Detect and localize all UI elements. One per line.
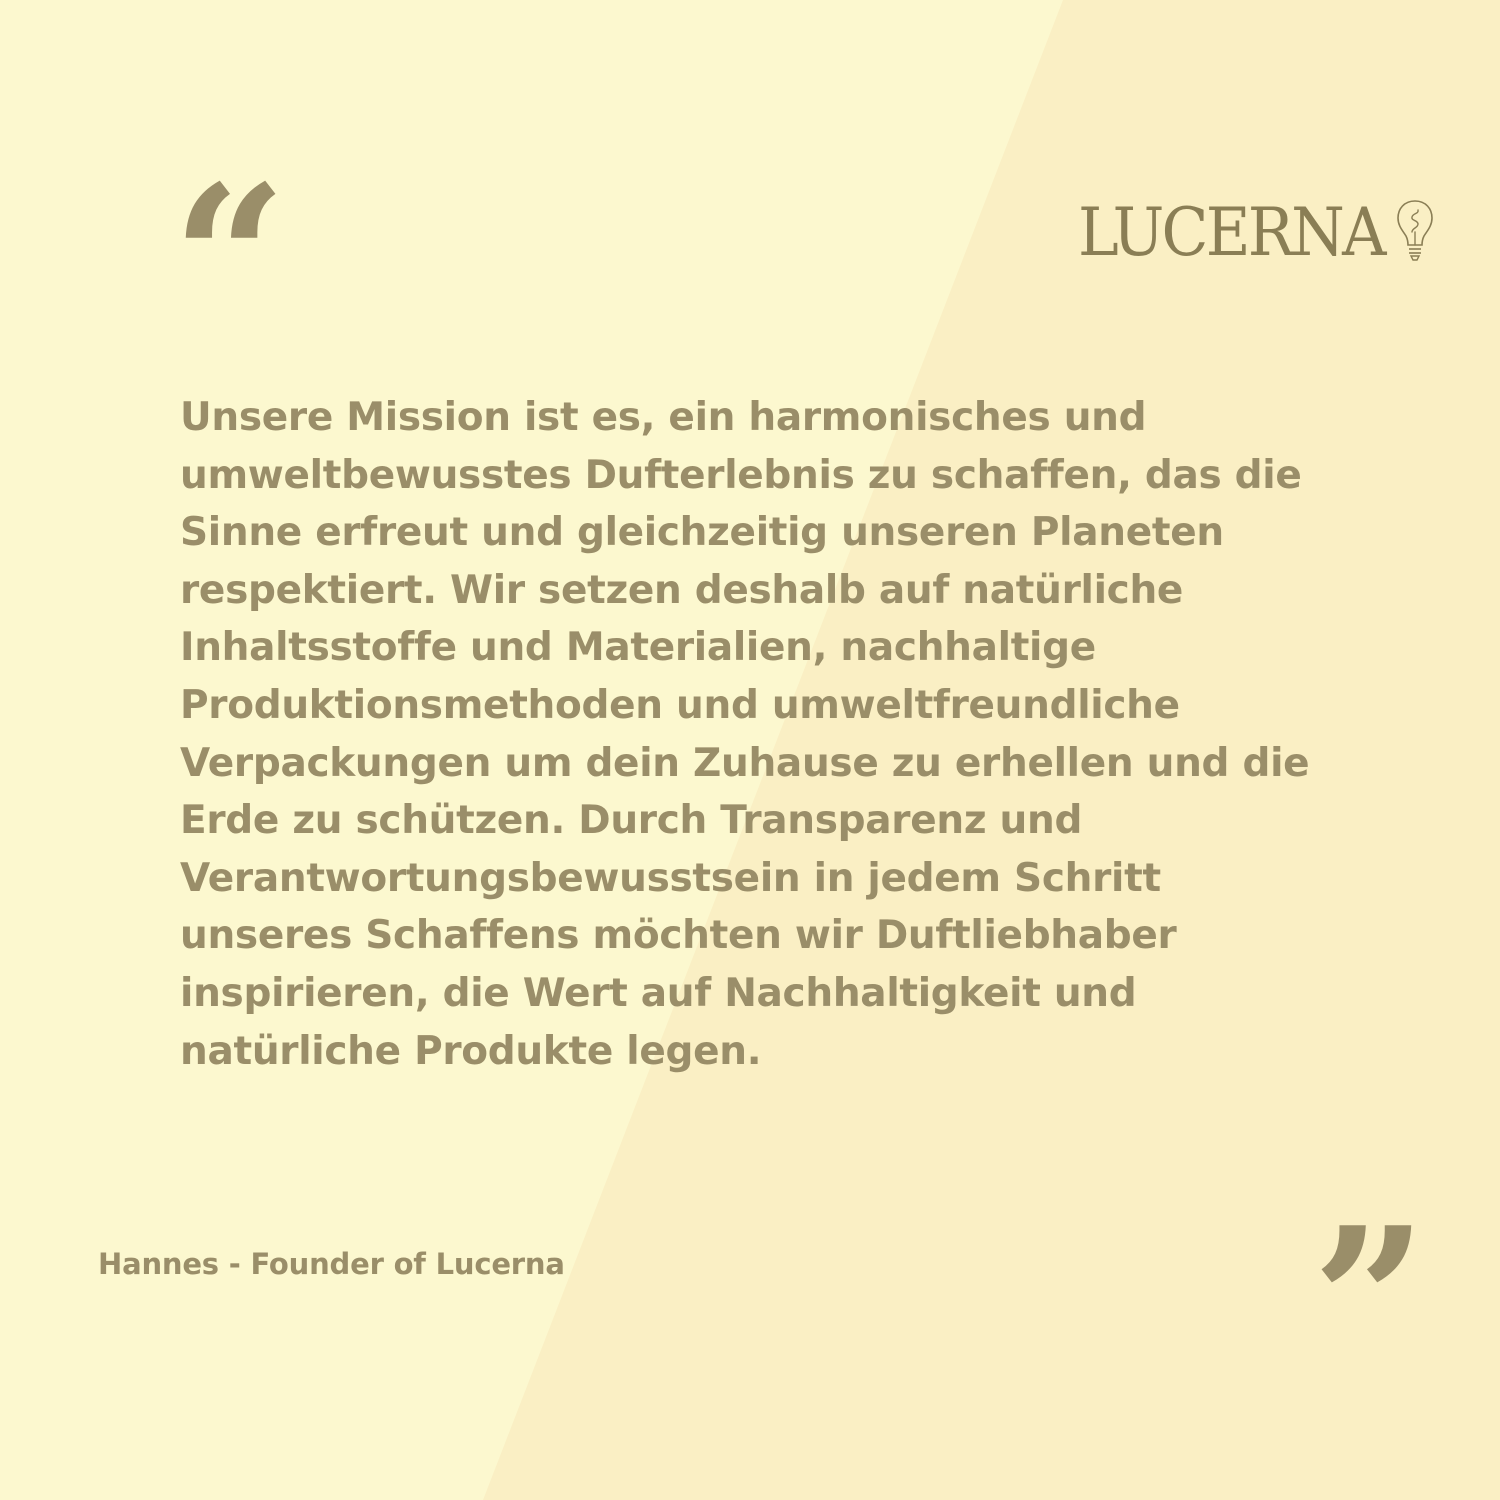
quote-author: Hannes - Founder of Lucerna: [98, 1247, 565, 1281]
lightbulb-icon: [1395, 198, 1435, 268]
brand-name: LUCERNA: [1078, 194, 1384, 271]
opening-quote-mark: “: [172, 142, 288, 377]
brand-logo: [1078, 194, 1435, 271]
mission-statement: Unsere Mission ist es, ein harmonisches und umweltbewusstes Dufterlebnis zu schaffen, das die Sinne erfreut und gleichzeitig unseren Planeten respektiert. Wir setzen deshalb auf natürliche Inhaltsstoffe und Materialien, nachhaltige Produktionsmethoden und umweltfreundliche Verpackungen um dein Zuhause zu erhellen und die Erde zu schützen. Durch Transparenz und Verantwortungsbewusstsein in jedem Schritt unseres Schaffens möchten wir Duftliebhaber inspirieren, die Wert auf Nachhaltigkeit und natürliche Produkte legen.: [180, 395, 1310, 1074]
closing-quote-mark: ”: [1312, 1184, 1428, 1419]
